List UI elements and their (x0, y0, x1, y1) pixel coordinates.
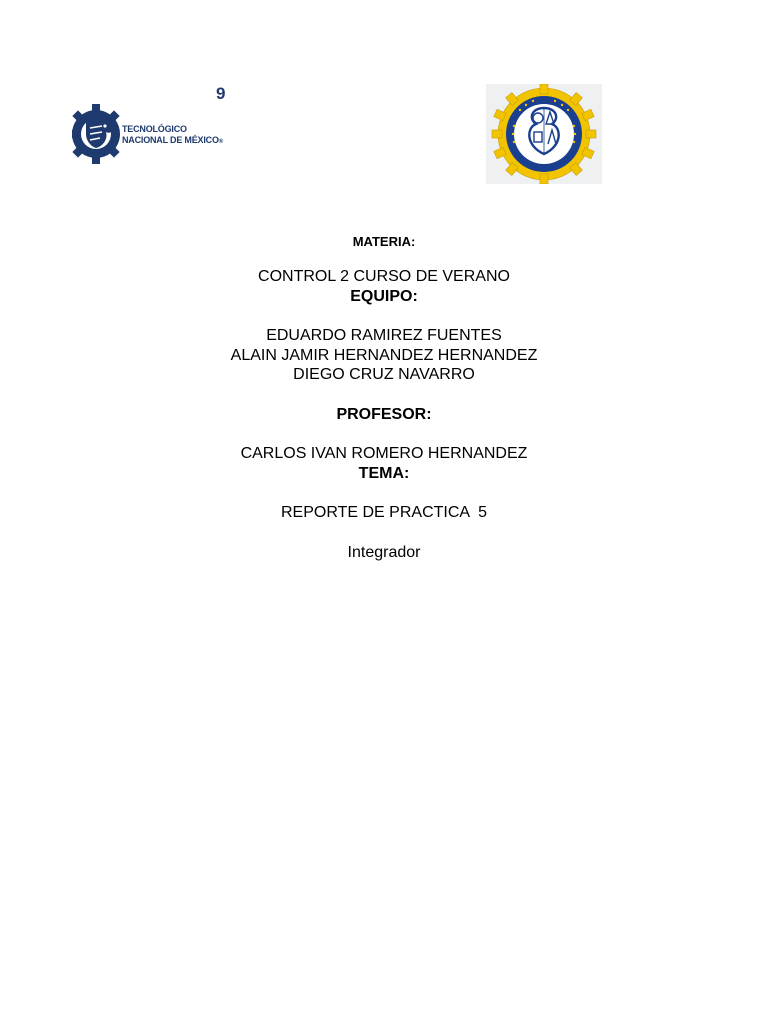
tecnm-wordmark (122, 124, 223, 148)
materia-value: CONTROL 2 CURSO DE VERANO (258, 268, 510, 285)
equipo-member: ALAIN JAMIR HERNANDEZ HERNANDEZ (230, 346, 538, 364)
profesor-value: CARLOS IVAN ROMERO HERNANDEZ (240, 445, 528, 462)
equipo-member: EDUARDO RAMIREZ FUENTES (266, 327, 502, 344)
tecnm-wordmark-line1: TECNOLÓGICO (122, 124, 187, 134)
tema-label: TEMA: (358, 464, 410, 482)
tecnm-emblem-icon (72, 84, 122, 176)
seal-icon (486, 84, 602, 184)
tecnm-wordmark-line2: NACIONAL DE MÉXICO® (122, 135, 223, 145)
subtema: Integrador (347, 543, 421, 561)
profesor-label: PROFESOR: (336, 405, 432, 423)
equipo-member: DIEGO CRUZ NAVARRO (293, 366, 475, 383)
materia-label: MATERIA: (352, 234, 416, 249)
equipo-label: EQUIPO: (350, 287, 418, 305)
cover-content (0, 232, 768, 562)
tema-value: REPORTE DE PRACTICA 5 (281, 504, 487, 521)
logo-corner-mark: 9 (216, 84, 226, 103)
instituto-seal-logo (486, 84, 602, 184)
